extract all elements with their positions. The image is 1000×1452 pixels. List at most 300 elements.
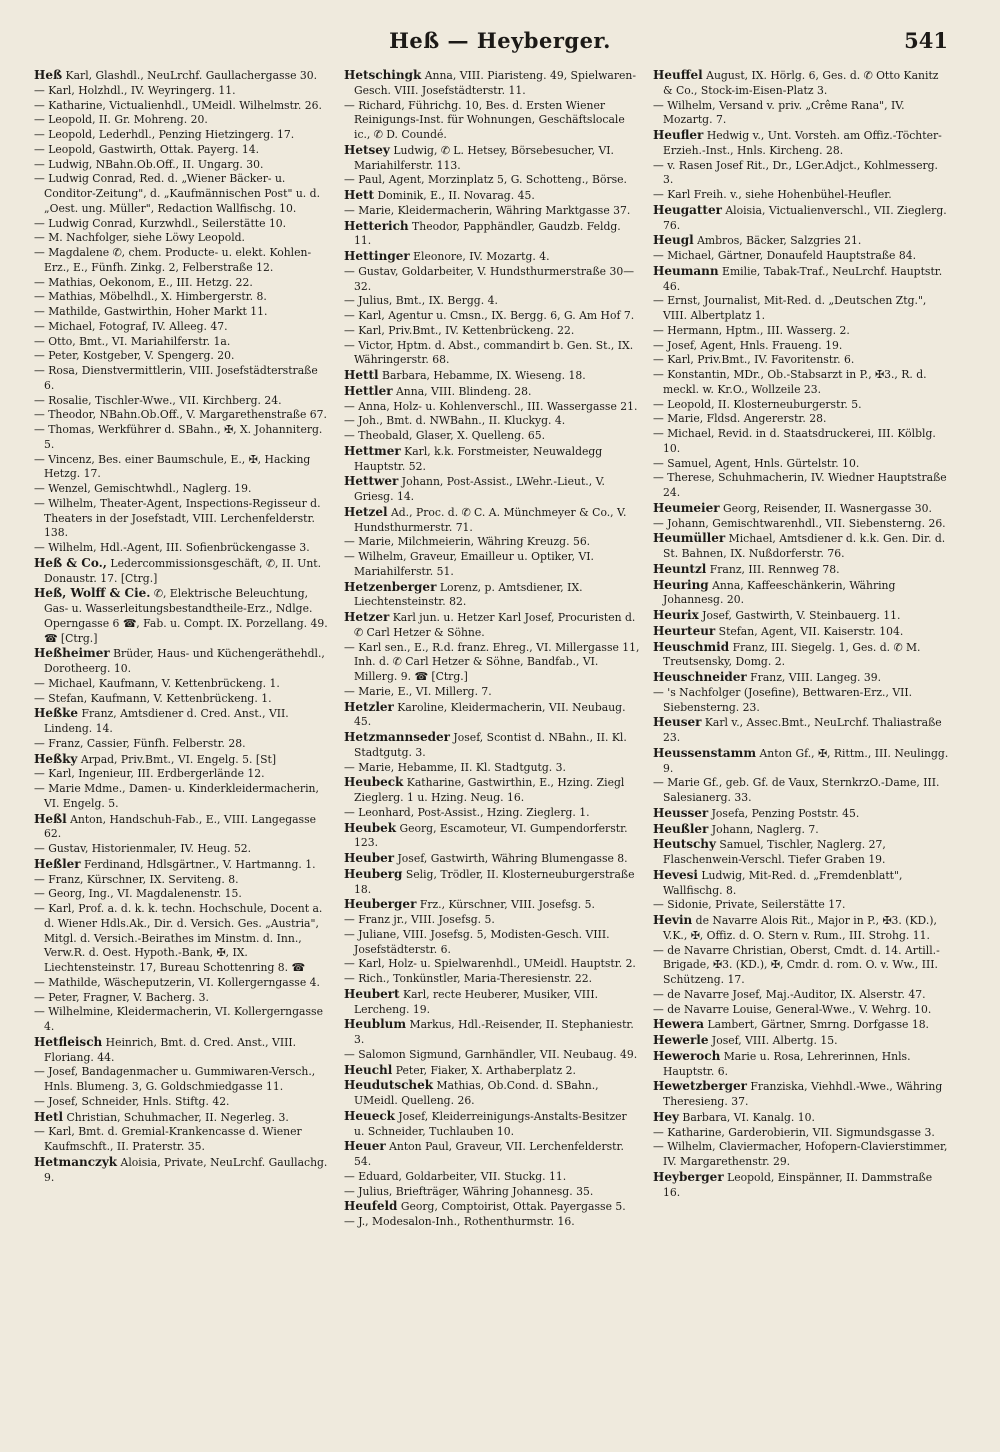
- entry-surname: Hewerle: [653, 1033, 709, 1047]
- directory-entry: [653, 353, 949, 368]
- entry-surname: Hettinger: [344, 249, 410, 263]
- directory-entry: [34, 1110, 330, 1126]
- entry-text: Mathias, Ob.Cond. d. SBahn., UMeidl. Quelleng. 26.: [354, 1079, 599, 1107]
- entry-text: Dominik, E., II. Novarag. 45.: [374, 189, 535, 202]
- directory-entry: [34, 497, 330, 541]
- entry-text: — Julius, Briefträger, Währing Johannesg. 35.: [344, 1184, 594, 1198]
- entry-text: Brüder, Haus- und Küchengeräthehdl., Dorotheerg. 10.: [44, 647, 325, 675]
- entry-text: — 's Nachfolger (Josefine), Bettwaren-Erz., VII. Siebensterng. 23.: [653, 685, 913, 714]
- entry-surname: Hetzer: [344, 610, 390, 624]
- directory-entry: [34, 305, 330, 320]
- directory-entry: [344, 339, 640, 369]
- directory-entry: [34, 1095, 330, 1110]
- entry-text: — Michael, Revid. in d. Staatsdruckerei, III. Kölblg. 10.: [653, 427, 936, 455]
- entry-text: Franz, III. Siegelg. 1, Ges. d. ✆ M. Treutsensky, Domg. 2.: [663, 640, 921, 669]
- entry-text: Franziska, Viehhdl.-Wwe., Währing Theresieng. 37.: [663, 1080, 943, 1108]
- entry-text: Franz, III. Rennweg 78.: [706, 562, 840, 576]
- directory-entry: [344, 700, 640, 731]
- entry-text: Karl, recte Heuberer, Musiker, VIII. Lercheng. 19.: [354, 987, 599, 1016]
- entry-surname: Hettwer: [344, 474, 399, 489]
- entry-surname: Hetschingk: [344, 68, 422, 82]
- entry-text: — Franz, Kürschner, IX. Serviteng. 8.: [34, 872, 239, 886]
- entry-text: ✆, Elektrische Beleuchtung, Gas- u. Wasserleitungsbestandtheile-Erz., Ndlge. Operngasse 6 ☎, Fab. u. Compt. IX. Porzellang. 49. ☎ [Ctrg.]: [44, 587, 328, 645]
- directory-entry: [653, 640, 949, 671]
- entry-text: — Marie Gf., geb. Gf. de Vaux, SternkrzO.-Dame, III. Salesianerg. 33.: [653, 776, 940, 804]
- directory-entry: [344, 957, 640, 972]
- directory-entry: [34, 335, 330, 350]
- entry-text: de Navarre Alois Rit., Major in P., ✠3. (KD.), V.K., ✠, Offiz. d. O. Stern v. Rum., III. Strohg. 11.: [663, 914, 937, 942]
- directory-entry: [34, 677, 330, 692]
- entry-text: — Marie, E., VI. Millerg. 7.: [344, 684, 492, 698]
- entry-surname: Hewera: [653, 1017, 705, 1032]
- entry-text: Heinrich, Bmt. d. Cred. Anst., VIII. Floriang. 44.: [44, 1035, 297, 1064]
- entry-text: — Magdalene ✆, chem. Producte- u. elekt. Kohlen-Erz., E., Fünfh. Zinkg. 2, Felberstraße 12.: [34, 246, 312, 274]
- entry-text: — Mathias, Oekonom, E., III. Hetzg. 22.: [34, 275, 253, 289]
- entry-surname: Heyberger: [653, 1169, 724, 1184]
- directory-entry: [34, 217, 330, 232]
- directory-entry: [34, 873, 330, 888]
- entry-surname: Heuberger: [344, 897, 417, 912]
- entry-text: Markus, Hdl.-Reisender, II. Stephaniestr. 3.: [354, 1018, 634, 1046]
- entry-text: Karoline, Kleidermacherin, VII. Neubaug. 45.: [354, 700, 626, 729]
- entry-surname: Hetzel: [344, 504, 388, 519]
- entry-surname: Hetzenberger: [344, 579, 437, 594]
- entry-text: Josef, Kleiderreinigungs-Anstalts-Besitzer u. Schneider, Tuchlauben 10.: [354, 1109, 627, 1138]
- entry-surname: Hetzmannseder: [344, 730, 450, 744]
- entry-surname: Heß, Wolff & Cie.: [34, 586, 151, 601]
- entry-surname: Heugl: [653, 233, 694, 248]
- directory-entry: [34, 158, 330, 173]
- entry-text: — Ludwig Conrad, Red. d. „Wiener Bäcker- u. Conditor-Zeitung", d. „Kaufmännischen Post" u. d. „Oest. ung. Müller", Redaction Wallfischg. 10.: [34, 172, 321, 215]
- directory-entry: [653, 746, 949, 777]
- entry-surname: Hey: [653, 1109, 679, 1124]
- directory-entry: [344, 928, 640, 958]
- directory-entry: [34, 842, 330, 857]
- directory-entry: [344, 1185, 640, 1200]
- entry-text: — Karl, Priv.Bmt., IV. Favoritenstr. 6.: [653, 353, 855, 367]
- directory-entry: [34, 84, 330, 99]
- directory-entry: [344, 249, 640, 265]
- entry-text: Barbara, VI. Kanalg. 10.: [678, 1110, 815, 1124]
- entry-text: — Karl, Bmt. d. Gremial-Krankencasse d. Wiener Kaufmschft., II. Praterstr. 35.: [34, 1125, 302, 1153]
- directory-entry: [34, 646, 330, 677]
- directory-entry: [344, 610, 640, 641]
- entry-text: — Wenzel, Gemischtwhdl., Naglerg. 19.: [34, 482, 252, 495]
- directory-entry: [344, 429, 640, 444]
- entry-text: — Victor, Hptm. d. Abst., commandirt b. Gen. St., IX. Währingerstr. 68.: [344, 338, 634, 367]
- entry-text: Franz, Amtsdiener d. Cred. Anst., VII. Lindeng. 14.: [44, 707, 289, 735]
- entry-text: — Josef, Schneider, Hnls. Stiftg. 42.: [34, 1094, 230, 1108]
- entry-text: August, IX. Hörlg. 6, Ges. d. ✆ Otto Kanitz & Co., Stock-im-Eisen-Platz 3.: [663, 69, 939, 97]
- entry-text: — Mathilde, Gastwirthin, Hoher Markt 11.: [34, 305, 268, 318]
- entry-text: Josef, Gastwirth, V. Steinbauerg. 11.: [698, 609, 901, 622]
- entry-surname: Hettl: [344, 368, 379, 382]
- entry-text: — Mathilde, Wäscheputzerin, VI. Kollergerngasse 4.: [34, 975, 320, 989]
- entry-text: — Rich., Tonkünstler, Maria-Theresienstr. 22.: [344, 972, 593, 985]
- page-header: [0, 28, 1000, 56]
- directory-entry: [344, 505, 640, 536]
- entry-surname: Heueck: [344, 1108, 395, 1123]
- directory-entry: [34, 586, 330, 646]
- entry-text: — Karl, Agentur u. Cmsn., IX. Bergg. 6, G. Am Hof 7.: [344, 309, 635, 322]
- entry-text: Georg, Comptoirist, Ottak. Payergasse 5.: [397, 1200, 626, 1214]
- directory-entry: [653, 1003, 949, 1018]
- directory-entry: [34, 482, 330, 497]
- entry-text: Anna, VIII. Piaristeng. 49, Spielwaren-Gesch. VIII. Josefstädterstr. 11.: [354, 69, 636, 97]
- entry-text: — Mathias, Möbelhdl., X. Himbergerstr. 8.: [34, 290, 267, 304]
- entry-text: — Marie, Milchmeierin, Währing Kreuzg. 56.: [344, 535, 591, 549]
- entry-surname: Heurix: [653, 608, 699, 622]
- entry-text: — Peter, Kostgeber, V. Spengerg. 20.: [34, 349, 235, 363]
- directory-entry: [653, 1140, 949, 1170]
- column-3: [653, 68, 949, 1200]
- entry-text: — Richard, Führichg. 10, Bes. d. Ersten Wiener Reinigungs-Inst. für Wohnungen, Geschäftslocale ic., ✆ D. Coundé.: [344, 98, 625, 141]
- entry-text: — Georg, Ing., VI. Magdalenenstr. 15.: [34, 887, 242, 901]
- directory-entry: [653, 398, 949, 413]
- directory-entry: [34, 737, 330, 752]
- entry-text: — Leonhard, Post-Assist., Hzing. Zieglerg. 1.: [344, 805, 590, 819]
- directory-entry: [34, 423, 330, 453]
- directory-entry: [344, 821, 640, 852]
- entry-text: Frz., Kürschner, VIII. Josefsg. 5.: [416, 898, 595, 912]
- entry-surname: Heubert: [344, 986, 400, 1001]
- directory-entry: [653, 715, 949, 746]
- entry-text: — Michael, Kaufmann, V. Kettenbrückeng. 1.: [34, 676, 280, 690]
- entry-text: — Wilhelm, Versand v. priv. „Crême Rana", IV. Mozartg. 7.: [653, 98, 905, 127]
- entry-surname: Hetsey: [344, 142, 390, 157]
- directory-entry: [34, 172, 330, 216]
- directory-entry: [34, 1035, 330, 1066]
- entry-surname: Heuchl: [344, 1062, 393, 1077]
- running-title: Heß — Heyberger.: [389, 28, 611, 53]
- directory-entry: [344, 972, 640, 987]
- directory-entry: [344, 897, 640, 913]
- entry-text: — Eduard, Goldarbeiter, VII. Stuckg. 11.: [344, 1169, 567, 1183]
- entry-surname: Heß & Co.,: [34, 555, 107, 570]
- directory-entry: [344, 550, 640, 580]
- directory-entry: [34, 394, 330, 409]
- entry-text: — Leopold, II. Klosterneuburgerstr. 5.: [653, 397, 862, 411]
- directory-entry: [344, 188, 640, 204]
- directory-entry: [344, 775, 640, 806]
- directory-entry: [653, 188, 949, 203]
- entry-surname: Heuser: [653, 715, 702, 730]
- column-2: [344, 68, 640, 1230]
- entry-surname: Heussenstamm: [653, 745, 757, 760]
- directory-entry: [344, 384, 640, 400]
- directory-entry: [344, 730, 640, 761]
- directory-entry: [344, 309, 640, 324]
- entry-text: Karl, k.k. Forstmeister, Neuwaldegg Hauptstr. 52.: [354, 444, 603, 473]
- directory-entry: [34, 692, 330, 707]
- directory-entry: [653, 203, 949, 234]
- directory-entry: [344, 987, 640, 1018]
- directory-entry: [344, 1017, 640, 1048]
- entry-text: Lorenz, p. Amtsdiener, IX. Liechtensteinstr. 82.: [354, 580, 583, 609]
- directory-entry: [344, 1139, 640, 1170]
- entry-surname: Heurteur: [653, 623, 716, 638]
- directory-entry: [653, 624, 949, 640]
- directory-entry: [653, 471, 949, 501]
- directory-entry: [34, 143, 330, 158]
- directory-entry: [34, 290, 330, 305]
- entry-text: — Karl, Priv.Bmt., IV. Kettenbrückeng. 22.: [344, 323, 575, 337]
- directory-entry: [653, 806, 949, 822]
- entry-text: — Stefan, Kaufmann, V. Kettenbrückeng. 1.: [34, 691, 272, 705]
- entry-surname: Heuschmid: [653, 639, 730, 654]
- directory-entry: [653, 1079, 949, 1110]
- entry-text: Barbara, Hebamme, IX. Wieseng. 18.: [378, 369, 586, 382]
- directory-entry: [34, 453, 330, 483]
- directory-entry: [344, 265, 640, 295]
- directory-entry: [344, 99, 640, 143]
- entry-text: Georg, Reisender, II. Wasnergasse 30.: [719, 501, 932, 515]
- entry-text: Marie u. Rosa, Lehrerinnen, Hnls. Hauptstr. 6.: [663, 1049, 911, 1078]
- entry-surname: Hevesi: [653, 867, 698, 882]
- page-number: 541: [904, 28, 948, 53]
- entry-text: Ambros, Bäcker, Salzgries 21.: [693, 234, 862, 248]
- entry-surname: Hettler: [344, 383, 393, 398]
- directory-entry: [34, 364, 330, 394]
- entry-text: Anna, VIII. Blindeng. 28.: [392, 384, 532, 398]
- entry-surname: Hetl: [34, 1109, 64, 1124]
- entry-surname: Heumann: [653, 263, 719, 278]
- entry-text: — Leopold, II. Gr. Mohreng. 20.: [34, 113, 208, 127]
- entry-text: — Karl sen., E., R.d. franz. Ehreg., VI. Millergasse 11, Inh. d. ✆ Carl Hetzer & Söhne, Bandfab., VI. Millerg. 9. ☎ [Ctrg.]: [344, 640, 640, 683]
- directory-entry: [344, 685, 640, 700]
- entry-text: — Katharine, Victualienhdl., UMeidl. Wilhelmstr. 26.: [34, 98, 322, 112]
- entry-text: Karl v., Assec.Bmt., NeuLrchf. Thaliastraße 23.: [663, 716, 942, 744]
- directory-entry: [653, 898, 949, 913]
- directory-entry: [653, 686, 949, 716]
- directory-entry: [653, 264, 949, 295]
- directory-entry: [344, 1199, 640, 1215]
- directory-entry: [34, 857, 330, 873]
- directory-entry: [34, 1065, 330, 1095]
- entry-surname: Heweroch: [653, 1048, 721, 1063]
- entry-text: — Ludwig, NBahn.Ob.Off., II. Ungarg. 30.: [34, 157, 264, 171]
- directory-entry: [344, 1078, 640, 1109]
- entry-surname: Hettmer: [344, 443, 401, 458]
- entry-text: Lambert, Gärtner, Smrng. Dorfgasse 18.: [704, 1018, 929, 1032]
- entry-text: Aloisia, Victualienverschl., VII. Zieglerg. 76.: [663, 203, 947, 232]
- directory-entry: [34, 991, 330, 1006]
- directory-entry: [653, 562, 949, 578]
- entry-text: Anton Gf., ✠, Rittm., III. Neulingg. 9.: [663, 746, 949, 775]
- directory-entry: [344, 143, 640, 174]
- directory-entry: [34, 902, 330, 976]
- entry-text: Georg, Escamoteur, VI. Gumpendorferstr. 123.: [354, 821, 628, 850]
- entry-text: — Otto, Bmt., VI. Mariahilferstr. 1a.: [34, 334, 231, 348]
- entry-surname: Heuntzl: [653, 561, 707, 576]
- entry-text: Eleonore, IV. Mozartg. 4.: [409, 250, 550, 263]
- entry-text: — Karl, Holzhdl., IV. Weyringerg. 11.: [34, 83, 236, 97]
- entry-text: — Wilhelm, Graveur, Emailleur u. Optiker, VI. Mariahilferstr. 51.: [344, 550, 594, 578]
- entry-text: — M. Nachfolger, siehe Löwy Leopold.: [34, 231, 245, 245]
- directory-entry: [653, 368, 949, 398]
- directory-entry: [344, 761, 640, 776]
- entry-surname: Heß: [34, 68, 63, 82]
- directory-entry: [653, 1110, 949, 1126]
- directory-entry: [344, 368, 640, 384]
- entry-text: Karl, Glashdl., NeuLrchf. Gaullachergasse 30.: [62, 69, 318, 82]
- directory-entry: [344, 414, 640, 429]
- entry-text: Franz, VIII. Langeg. 39.: [746, 671, 882, 684]
- directory-entry: [34, 976, 330, 991]
- entry-surname: Heubek: [344, 820, 397, 835]
- entry-text: — Michael, Gärtner, Donaufeld Hauptstraße 84.: [653, 249, 917, 262]
- directory-entry: [34, 706, 330, 737]
- entry-surname: Hett: [344, 188, 375, 202]
- entry-text: — de Navarre Christian, Oberst, Cmdt. d. 14. Artill.-Brigade, ✠3. (KD.), ✠, Cmdr. d. rom. O. v. Ww., III. Schützeng. 17.: [653, 943, 940, 986]
- directory-entry: [653, 578, 949, 609]
- entry-text: — Julius, Bmt., IX. Bergg. 4.: [344, 294, 498, 308]
- entry-text: — Paul, Agent, Morzinplatz 5, G. Schotteng., Börse.: [344, 173, 627, 187]
- entry-surname: Heutschy: [653, 837, 716, 852]
- entry-text: — de Navarre Josef, Maj.-Auditor, IX. Alserstr. 47.: [653, 987, 926, 1001]
- directory-entry: [344, 1048, 640, 1063]
- entry-text: Selig, Trödler, II. Klosterneuburgerstraße 18.: [354, 867, 635, 896]
- directory-entry: [34, 231, 330, 246]
- directory-entry: [34, 541, 330, 556]
- entry-text: — Anna, Holz- u. Kohlenverschl., III. Wassergasse 21.: [344, 399, 638, 413]
- entry-text: — Rosa, Dienstvermittlerin, VIII. Josefstädterstraße 6.: [34, 364, 318, 392]
- entry-text: — Wilhelm, Claviermacher, Hofopern-Clavierstimmer, IV. Margarethenstr. 29.: [653, 1140, 948, 1168]
- entry-text: — Rosalie, Tischler-Wwe., VII. Kirchberg. 24.: [34, 393, 282, 407]
- directory-entry: [344, 173, 640, 188]
- entry-surname: Heufeld: [344, 1199, 398, 1214]
- entry-surname: Heumüller: [653, 531, 726, 546]
- directory-entry: [653, 233, 949, 249]
- entry-text: — Peter, Fragner, V. Bacherg. 3.: [34, 990, 209, 1004]
- entry-text: Theodor, Papphändler, Gaudzb. Feldg. 11.: [354, 219, 621, 248]
- directory-entry: [653, 1017, 949, 1033]
- entry-text: — J., Modesalon-Inh., Rothenthurmstr. 16.: [344, 1215, 575, 1228]
- entry-text: — v. Rasen Josef Rit., Dr., LGer.Adjct., Kohlmesserg. 3.: [653, 158, 938, 187]
- directory-entry: [344, 1109, 640, 1140]
- entry-text: — Juliane, VIII. Josefsg. 5, Modisten-Gesch. VIII. Josefstädterstr. 6.: [344, 927, 610, 956]
- entry-text: — Gustav, Historienmaler, IV. Heug. 52.: [34, 842, 252, 855]
- directory-entry: [344, 641, 640, 685]
- entry-surname: Heuberg: [344, 866, 403, 881]
- directory-entry: [344, 444, 640, 475]
- entry-surname: Hevin: [653, 913, 693, 927]
- directory-entry: [653, 249, 949, 264]
- directory-entry: [34, 1005, 330, 1035]
- directory-entry: [344, 1063, 640, 1079]
- entry-text: — Sidonie, Private, Seilerstätte 17.: [653, 898, 846, 912]
- entry-text: Anton, Handschuh-Fab., E., VIII. Langegasse 62.: [44, 812, 317, 841]
- entry-surname: Hetterich: [344, 218, 409, 233]
- entry-text: — Leopold, Gastwirth, Ottak. Payerg. 14.: [34, 142, 260, 156]
- directory-entry: [653, 339, 949, 354]
- directory-entry: [344, 806, 640, 821]
- entry-text: — Karl, Ingenieur, III. Erdbergerlände 12.: [34, 767, 265, 781]
- directory-entry: [653, 1170, 949, 1201]
- directory-entry: [344, 474, 640, 505]
- directory-entry: [653, 412, 949, 427]
- entry-text: — Katharine, Garderobierin, VII. Sigmundsgasse 3.: [653, 1125, 935, 1139]
- entry-text: — Thomas, Werkführer d. SBahn., ✠, X. Johanniterg. 5.: [34, 423, 323, 451]
- entry-text: Josefa, Penzing Poststr. 45.: [708, 806, 860, 820]
- entry-text: Emilie, Tabak-Traf., NeuLrchf. Hauptstr. 46.: [663, 264, 943, 293]
- directory-entry: [344, 580, 640, 611]
- entry-surname: Heuffel: [653, 68, 703, 82]
- entry-text: — Karl Freih. v., siehe Hohenbühel-Heufler.: [653, 188, 892, 201]
- entry-text: — Wilhelmine, Kleidermacherin, VI. Kollergerngasse 4.: [34, 1005, 323, 1033]
- column-1: [34, 68, 330, 1185]
- directory-entry: [653, 988, 949, 1003]
- entry-text: — Salomon Sigmund, Garnhändler, VII. Neubaug. 49.: [344, 1047, 638, 1061]
- entry-text: Michael, Amtsdiener d. k.k. Gen. Dir. d. St. Bahnen, IX. Nußdorferstr. 76.: [663, 532, 946, 560]
- entry-text: — Franz, Cassier, Fünfh. Felberstr. 28.: [34, 736, 246, 750]
- directory-entry: [344, 219, 640, 250]
- directory-entry: [34, 349, 330, 364]
- entry-text: — Karl, Holz- u. Spielwarenhdl., UMeidl. Hauptstr. 2.: [344, 957, 636, 971]
- directory-entry: [34, 1125, 330, 1155]
- entry-text: Aloisia, Private, NeuLrchf. Gaullachg. 9.: [44, 1155, 328, 1184]
- entry-surname: Heumeier: [653, 500, 720, 515]
- entry-surname: Heßke: [34, 706, 79, 721]
- directory-entry: [34, 276, 330, 291]
- directory-entry: [653, 159, 949, 189]
- directory-entry: [34, 752, 330, 768]
- entry-text: Ludwig, Mit-Red. d. „Fremdenblatt", Wallfischg. 8.: [663, 868, 903, 897]
- entry-text: — Marie, Kleidermacherin, Währing Marktgasse 37.: [344, 203, 631, 217]
- entry-surname: Heusser: [653, 805, 709, 820]
- entry-text: — Theobald, Glaser, X. Quelleng. 65.: [344, 429, 546, 442]
- entry-surname: Heßky: [34, 751, 78, 766]
- directory-entry: [34, 320, 330, 335]
- entry-text: Peter, Fiaker, X. Arthaberplatz 2.: [392, 1063, 576, 1077]
- entry-text: — Josef, Agent, Hnls. Fraueng. 19.: [653, 338, 843, 352]
- directory-entry: [653, 608, 949, 624]
- directory-entry: [34, 113, 330, 128]
- directory-entry: [344, 68, 640, 99]
- directory-entry: [653, 501, 949, 517]
- entry-text: — Marie, Hebamme, II. Kl. Stadtgutg. 3.: [344, 760, 566, 774]
- entry-text: Ferdinand, Hdlsgärtner., V. Hartmanng. 1.: [80, 857, 316, 871]
- entry-surname: Hetzler: [344, 699, 394, 714]
- directory-entry: [653, 822, 949, 838]
- directory-entry: [653, 531, 949, 562]
- directory-entry: [344, 294, 640, 309]
- entry-text: Stefan, Agent, VII. Kaiserstr. 104.: [715, 624, 904, 638]
- entry-surname: Heuring: [653, 577, 709, 592]
- entry-surname: Heufler: [653, 128, 704, 142]
- entry-text: — Vincenz, Bes. einer Baumschule, E., ✠, Hacking Hetzg. 17.: [34, 452, 311, 481]
- entry-text: — Marie, Fldsd. Angererstr. 28.: [653, 412, 827, 426]
- entry-surname: Heubeck: [344, 775, 404, 790]
- directory-entry: [34, 68, 330, 84]
- directory-entry: [653, 128, 949, 159]
- entry-text: Anna, Kaffeeschänkerin, Währing Johannesg. 20.: [663, 578, 896, 607]
- entry-text: Josef, Scontist d. NBahn., II. Kl. Stadtgutg. 3.: [354, 731, 627, 759]
- entry-text: Anton Paul, Graveur, VII. Lerchenfelderstr. 54.: [354, 1140, 624, 1168]
- directory-entry: [653, 99, 949, 129]
- directory-entry: [34, 128, 330, 143]
- entry-surname: Heuer: [344, 1139, 386, 1154]
- entry-text: — Wilhelm, Theater-Agent, Inspections-Regisseur d. Theaters in der Josefstadt, VIII. Lerchenfelderstr. 138.: [34, 496, 321, 540]
- directory-entry: [653, 868, 949, 899]
- directory-entry: [344, 1170, 640, 1185]
- entry-text: Johann, Naglerg. 7.: [708, 822, 819, 836]
- directory-entry: [653, 68, 949, 99]
- entry-text: — Konstantin, MDr., Ob.-Stabsarzt in P., ✠3., R. d. meckl. w. Kr.O., Wollzeile 23.: [653, 368, 927, 396]
- entry-text: — Marie Mdme., Damen- u. Kinderkleidermacherin, VI. Engelg. 5.: [34, 782, 319, 810]
- directory-entry: [34, 408, 330, 423]
- entry-text: — Ernst, Journalist, Mit-Red. d. „Deutschen Ztg.", VIII. Albertplatz 1.: [653, 294, 927, 322]
